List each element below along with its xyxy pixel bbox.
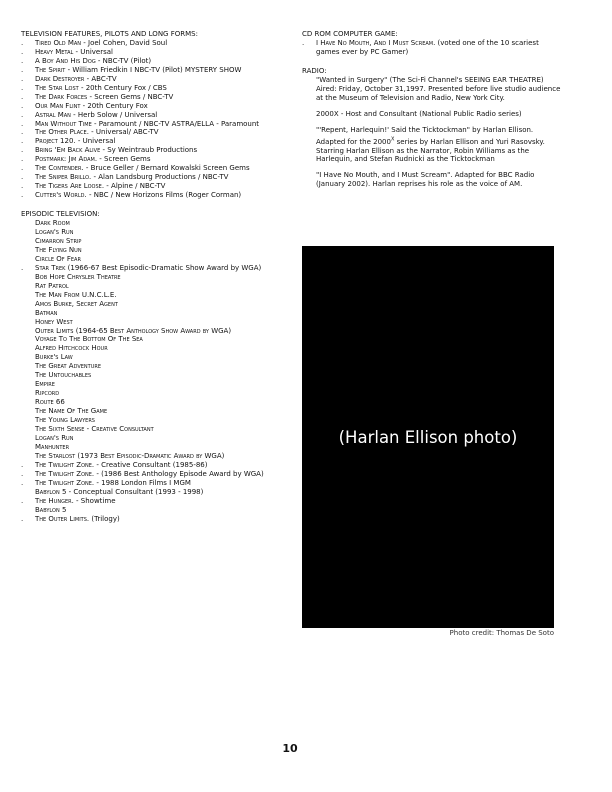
item-detail: . - Alpine / NBC-TV bbox=[101, 182, 166, 191]
radio-entry bbox=[302, 138, 564, 165]
item-title: Heavy Metal bbox=[35, 47, 74, 56]
item-title: Babylon 5 bbox=[35, 505, 67, 514]
list-item bbox=[21, 255, 291, 264]
item-title: The Great Adventure bbox=[35, 362, 102, 371]
text-line: Aired: Friday, October 31,1997. Presented before live studio audience bbox=[316, 84, 561, 93]
list-item bbox=[21, 479, 291, 488]
item-title: Dark Destroyer bbox=[35, 74, 85, 83]
list-item bbox=[21, 237, 291, 246]
bullet: . bbox=[21, 119, 24, 128]
item-title: Route 66 bbox=[35, 398, 65, 407]
episodic-heading: EPISODIC TELEVISION: bbox=[21, 210, 100, 219]
item-title: The Twilight Zone bbox=[35, 460, 92, 469]
bullet: . bbox=[21, 137, 24, 146]
bullet: . bbox=[21, 478, 24, 487]
item-title: Man Without Time bbox=[35, 119, 92, 128]
item-detail: - Screen Gems / NBC-TV bbox=[87, 92, 174, 101]
item-title: Cimarron Strip bbox=[35, 236, 82, 245]
list-item bbox=[21, 128, 291, 137]
item-detail: - Universal bbox=[73, 47, 113, 56]
bullet: . bbox=[21, 514, 24, 523]
bullet: . bbox=[21, 182, 24, 191]
item-detail: - Herb Solow / Universal bbox=[70, 110, 158, 119]
bullet: . bbox=[21, 191, 24, 200]
list-item bbox=[21, 228, 291, 237]
item-title: Dark Room bbox=[35, 219, 70, 228]
superscript: X bbox=[390, 136, 395, 143]
bullet: . bbox=[21, 263, 24, 272]
item-detail: . - Universal bbox=[73, 137, 116, 146]
text-line: "Wanted in Surgery" (The Sci-Fi Channel's SEEING EAR THEATRE) bbox=[316, 75, 544, 84]
list-item bbox=[21, 470, 291, 479]
item-title: Tired Old Man bbox=[35, 38, 82, 47]
item-title: Manhunter bbox=[35, 442, 70, 451]
item-title: Honey West bbox=[35, 317, 73, 326]
bullet: . bbox=[21, 101, 24, 110]
text-line: Starring Harlan Ellison as the Narrator, Robin Williams as the bbox=[316, 146, 530, 155]
item-title: The Other Place bbox=[35, 128, 87, 137]
text-line: (January 2002). Harlan reprises his role as the voice of AM. bbox=[316, 180, 523, 189]
item-title: The Spirit bbox=[35, 65, 66, 74]
item-title: The Sixth Sense - Creative Consultant bbox=[35, 424, 154, 433]
cdrom-detail-2: games ever by PC Gamer) bbox=[316, 47, 409, 56]
photo-placeholder-text: (Harlan Ellison photo) bbox=[338, 427, 518, 447]
photo-credit: Photo credit: Thomas De Soto bbox=[449, 629, 554, 637]
bullet: . bbox=[21, 460, 24, 469]
bullet: . bbox=[21, 173, 24, 182]
item-title: Cutter's World bbox=[35, 191, 85, 200]
tv-heading: TELEVISION FEATURES, PILOTS AND LONG FORMS: bbox=[21, 30, 198, 38]
list-item bbox=[21, 39, 291, 48]
list-item bbox=[21, 191, 291, 200]
item-title: Empire bbox=[35, 380, 55, 389]
text-line: "'Repent, Harlequin!' Said the Ticktockman" by Harlan Ellison. bbox=[316, 125, 534, 134]
bullet: . bbox=[21, 38, 24, 47]
text-line: at the Museum of Television and Radio, New York City. bbox=[316, 93, 505, 102]
list-item bbox=[302, 48, 564, 57]
item-title: Outer Limits (1964-65 Best Anthology Show Award by WGA) bbox=[35, 326, 232, 335]
item-detail: - Paramount / NBC-TV ASTRA/ELLA - Paramount bbox=[91, 119, 260, 128]
cdrom-title: I Have No Mouth, And I Must Scream bbox=[316, 38, 434, 47]
item-title: Our Man Flint bbox=[35, 101, 81, 110]
list-item bbox=[21, 488, 291, 497]
item-detail: (1966-67 Best Episodic-Dramatic Show Award by WGA) bbox=[65, 263, 262, 272]
item-title: Bring 'Em Back Alive bbox=[35, 146, 101, 155]
radio-heading: RADIO: bbox=[302, 66, 327, 75]
list-item bbox=[21, 75, 291, 84]
list-item bbox=[21, 398, 291, 407]
item-title: The Young Lawyers bbox=[35, 416, 95, 425]
right-column bbox=[302, 30, 564, 196]
item-title: The Untouchables bbox=[35, 371, 92, 380]
list-item bbox=[21, 48, 291, 57]
text-line bbox=[316, 138, 564, 147]
bullet: . bbox=[21, 47, 24, 56]
text-span: series by Harlan Ellison and Yuri Rasovsky. bbox=[394, 137, 545, 146]
text-span: Adapted for the 2000 bbox=[316, 137, 391, 146]
list-item bbox=[21, 327, 291, 336]
item-detail: - 20th Century Fox bbox=[80, 101, 148, 110]
list-item bbox=[21, 497, 291, 506]
radio-entry bbox=[302, 126, 564, 135]
list-item bbox=[21, 120, 291, 129]
item-detail: - NBC-TV (Pilot) bbox=[95, 56, 152, 65]
list-item bbox=[21, 309, 291, 318]
list-item bbox=[21, 389, 291, 398]
item-title: The Hunger bbox=[35, 496, 72, 505]
item-title: Alfred Hitchcock Hour bbox=[35, 344, 108, 353]
list-item bbox=[21, 344, 291, 353]
list-item bbox=[21, 371, 291, 380]
photo-placeholder bbox=[302, 246, 554, 628]
item-detail: . - Alan Landsburg Productions / NBC-TV bbox=[89, 173, 229, 182]
item-title: The Contender bbox=[35, 164, 82, 173]
list-item bbox=[21, 84, 291, 93]
item-detail: . - Universal/ ABC-TV bbox=[86, 128, 159, 137]
bullet: . bbox=[21, 83, 24, 92]
radio-entry bbox=[302, 171, 564, 189]
list-item bbox=[21, 380, 291, 389]
item-title: Babylon 5 bbox=[35, 487, 67, 496]
item-title: Circle Of Fear bbox=[35, 254, 81, 263]
item-title: Project 120 bbox=[35, 137, 74, 146]
list-item bbox=[21, 93, 291, 102]
list-item bbox=[21, 182, 291, 191]
item-detail: . - Creative Consultant (1985-86) bbox=[91, 460, 208, 469]
list-item bbox=[21, 362, 291, 371]
item-detail: - Joel Cohen, David Soul bbox=[81, 38, 168, 47]
list-item bbox=[21, 461, 291, 470]
item-title: A Boy And His Dog bbox=[35, 56, 96, 65]
list-item bbox=[21, 246, 291, 255]
list-item bbox=[21, 155, 291, 164]
item-title: Logan's Run bbox=[35, 228, 74, 237]
item-detail: - 20th Century Fox / CBS bbox=[78, 83, 167, 92]
item-title: Batman bbox=[35, 308, 58, 317]
item-title: Ripcord bbox=[35, 389, 60, 398]
item-title: The Flying Nun bbox=[35, 245, 82, 254]
item-detail: . - Bruce Geller / Bernard Kowalski Screen Gems bbox=[81, 164, 250, 173]
list-item bbox=[21, 416, 291, 425]
item-title: Burke's Law bbox=[35, 353, 73, 362]
list-item bbox=[21, 102, 291, 111]
list-item bbox=[21, 443, 291, 452]
list-item bbox=[21, 164, 291, 173]
list-item bbox=[21, 219, 291, 228]
list-item bbox=[21, 515, 291, 524]
list-item bbox=[21, 407, 291, 416]
item-title: The Twilight Zone bbox=[35, 469, 92, 478]
list-item bbox=[21, 137, 291, 146]
list-item bbox=[21, 300, 291, 309]
item-detail: - William Friedkin I NBC-TV (Pilot) MYSTERY SHOW bbox=[65, 65, 242, 74]
radio-entry bbox=[302, 110, 564, 119]
item-title: The Star Lost bbox=[35, 83, 79, 92]
list-item bbox=[21, 318, 291, 327]
item-detail: . - NBC / New Horizons Films (Roger Corman) bbox=[84, 191, 242, 200]
bullet: . bbox=[21, 128, 24, 137]
list-item bbox=[21, 434, 291, 443]
bullet: . bbox=[21, 155, 24, 164]
item-title: The Outer Limits bbox=[35, 514, 87, 523]
list-item bbox=[21, 264, 291, 273]
cdrom-detail: . (voted one of the 10 scariest bbox=[433, 38, 539, 47]
item-title: Astral Man bbox=[35, 110, 71, 119]
episodic-list bbox=[21, 219, 291, 523]
item-detail: . (Trilogy) bbox=[86, 514, 120, 523]
list-item bbox=[21, 146, 291, 155]
list-item bbox=[21, 111, 291, 120]
item-title: Star Trek bbox=[35, 263, 66, 272]
item-title: Voyage To The Bottom Of The Sea bbox=[35, 335, 143, 344]
text-line: Harlequin, and Stefan Rudnicki as the Ticktockman bbox=[316, 155, 495, 164]
item-detail: . - (1986 Best Anthology Episode Award by WGA) bbox=[91, 469, 264, 478]
left-column bbox=[21, 30, 291, 523]
list-item bbox=[21, 66, 291, 75]
item-title: The Dark Forces bbox=[35, 92, 88, 101]
item-title: Postmark: Jim Adam bbox=[35, 155, 95, 164]
bullet: . bbox=[21, 74, 24, 83]
item-title: The Twilight Zone bbox=[35, 478, 92, 487]
item-title: The Name Of The Game bbox=[35, 407, 108, 416]
item-title: Bob Hope Chrysler Theatre bbox=[35, 272, 121, 281]
page-number: 10 bbox=[282, 742, 298, 755]
bullet: . bbox=[21, 92, 24, 101]
item-title: Amos Burke, Secret Agent bbox=[35, 299, 118, 308]
list-item bbox=[21, 506, 291, 515]
bullet: . bbox=[21, 164, 24, 173]
item-detail: . - Screen Gems bbox=[94, 155, 151, 164]
item-title: The Sniper Brillo bbox=[35, 173, 90, 182]
radio-entry bbox=[302, 76, 564, 103]
list-item bbox=[21, 282, 291, 291]
list-item: . I Have No Mouth, And I Must Scream. (voted one of the 10 scariest bbox=[302, 38, 539, 47]
item-detail: - Sy Weintraub Productions bbox=[100, 146, 198, 155]
bullet: . bbox=[21, 469, 24, 478]
tv-list bbox=[21, 39, 291, 200]
item-title: The Man From U.N.C.L.E. bbox=[35, 290, 117, 299]
list-item bbox=[21, 291, 291, 300]
list-item bbox=[21, 335, 291, 344]
text-line: "I Have No Mouth, and I Must Scream". Adapted for BBC Radio bbox=[316, 171, 535, 180]
item-title: The Tigers Are Loose bbox=[35, 182, 102, 191]
item-title: Rat Patrol bbox=[35, 281, 69, 290]
list-item bbox=[21, 425, 291, 434]
item-detail: . - Showtime bbox=[71, 496, 116, 505]
cdrom-heading: CD ROM COMPUTER GAME: bbox=[302, 30, 398, 38]
item-detail: - ABC-TV bbox=[84, 74, 117, 83]
cdrom-list bbox=[302, 39, 564, 57]
text-line: 2000X - Host and Consultant (National Public Radio series) bbox=[316, 109, 522, 118]
item-detail: . - 1988 London Films I MGM bbox=[91, 478, 191, 487]
bullet: . bbox=[21, 56, 24, 65]
item-detail: - Conceptual Consultant (1993 - 1998) bbox=[66, 487, 204, 496]
bullet: . bbox=[21, 110, 24, 119]
bullet: . bbox=[21, 146, 24, 155]
bullet: . bbox=[21, 65, 24, 74]
item-title: Logan's Run bbox=[35, 433, 74, 442]
bullet: . bbox=[21, 496, 24, 505]
item-title: The Starlost (1973 Best Episodic-Dramatic Award by WGA) bbox=[35, 451, 225, 460]
list-item bbox=[21, 353, 291, 362]
list-item bbox=[21, 273, 291, 282]
list-item bbox=[21, 452, 291, 461]
list-item bbox=[21, 173, 291, 182]
list-item bbox=[21, 57, 291, 66]
